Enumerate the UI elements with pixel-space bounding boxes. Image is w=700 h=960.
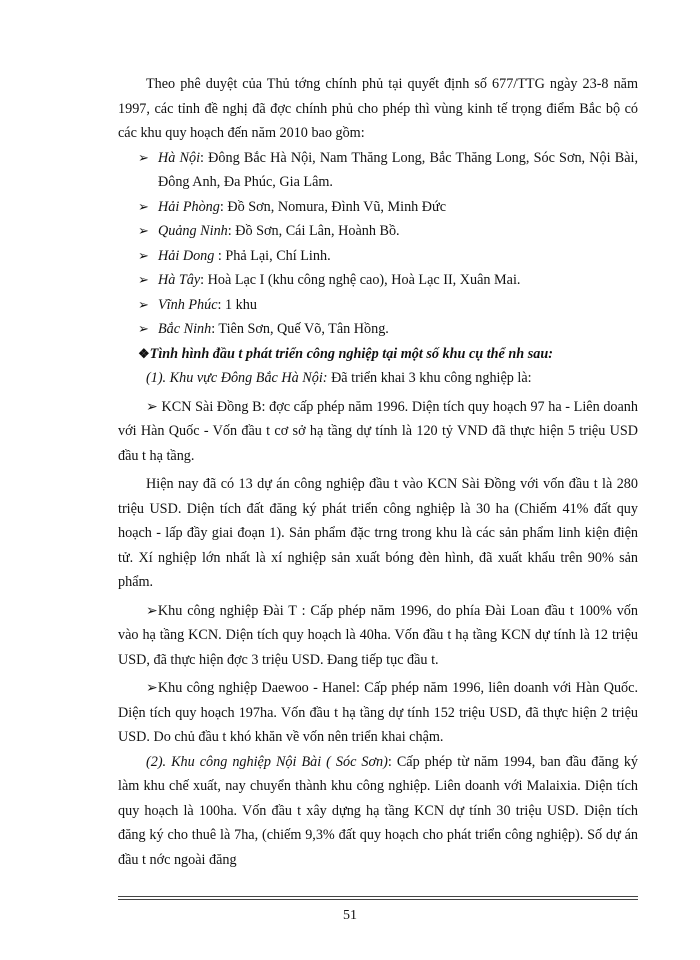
kcn-dai-t-paragraph — [118, 599, 638, 673]
province-zones: : Hoà Lạc I (khu công nghệ cao), Hoà Lạc II, Xuân Mai. — [200, 272, 521, 288]
province-name: Hải Phòng — [158, 198, 220, 215]
province-name: Vĩnh Phúc — [158, 296, 218, 313]
kcn-sai-dong-paragraph — [118, 395, 638, 469]
province-item-hai-phong — [118, 195, 638, 220]
section-1-text: Đã triển khai 3 khu công nghiệp là: — [327, 370, 532, 386]
intro-paragraph: Theo phê duyệt của Thủ tớng chính phủ tại quyết định số 677/TTG ngày 23-8 năm 1997, các tỉnh đề nghị đã đợc chính phủ cho phép thì vùng kinh tế trọng điểm Bắc bộ có các khu quy hoạch đến năm 2010 bao gồm: — [118, 76, 638, 141]
footer-rule — [118, 896, 638, 897]
section-2-paragraph — [118, 750, 638, 873]
arrow-bullet-icon: ➢ — [138, 247, 149, 263]
province-name: Hà Nội — [158, 149, 201, 166]
province-zones: : 1 khu — [217, 296, 257, 313]
province-zones: : Tiên Sơn, Quế Võ, Tân Hồng. — [211, 321, 389, 337]
arrow-bullet-icon: ➢ — [146, 680, 158, 696]
province-name: Bắc Ninh — [158, 321, 212, 337]
section-2-title: (2). Khu công nghiệp Nội Bài ( Sóc Sơn) — [146, 753, 388, 770]
arrow-bullet-icon: ➢ — [138, 149, 149, 165]
kcn-dai-t-text: Khu công nghiệp Đài T : Cấp phép năm 1996, do phía Đài Loan đầu t 100% vốn vào hạ tầng KCN. Diện tích quy hoạch là 40ha. Vốn đầu t hạ tầng KCN dự tính là 12 triệu USD, đã thực hiện đợc 3 triệu USD. Đang tiếp tục đầu t. — [118, 602, 638, 668]
province-name: Hà Tây — [158, 272, 201, 288]
province-item-ha-noi — [118, 146, 638, 195]
province-item-bac-ninh — [118, 317, 638, 342]
province-zones: : Đồ Sơn, Nomura, Đình Vũ, Minh Đức — [219, 198, 447, 215]
arrow-bullet-icon: ➢ — [146, 398, 158, 415]
arrow-bullet-icon: ➢ — [138, 321, 149, 336]
footer-rule — [118, 899, 638, 900]
section-1-intro — [118, 366, 638, 391]
kcn-daewoo-text: Khu công nghiệp Daewoo - Hanel: Cấp phép năm 1996, liên doanh với Hàn Quốc. Diện tích quy hoạch 197ha. Vốn đầu t hạ tầng dự tính 152 triệu USD, đã thực hiện 2 triệu USD. Do chủ đầu t khó khăn về vốn nên triển khai chậm. — [118, 680, 638, 745]
section-2-text: : Cấp phép từ năm 1994, ban đầu đăng ký làm khu chế xuất, nay chuyển thành khu công nghiệp. Liên doanh với Malaixia. Diện tích quy hoạch là 100ha. Vốn đầu t xây dựng hạ tầng KCN dự tính 30 triệu USD. Diện tích đăng ký cho thuê là 7ha, (chiếm 9,3% đất quy hoạch cho phát triển công nghiệp). Số dự án đầu t nớc ngoài đăng — [118, 753, 639, 868]
page-number: 51 — [343, 908, 357, 923]
kcn-daewoo-paragraph — [118, 676, 638, 750]
current-status-paragraph: Hiện nay đã có 13 dự án công nghiệp đầu t vào KCN Sài Đồng với vốn đầu t là 280 triệu USD. Diện tích đất đăng ký phát triển công nghiệp là 30 ha (Chiếm 41% đất quy hoạch - lấp đầy giai đoạn 1). Sản phẩm đặc trng trong khu là các sản phẩm linh kiện điện tử. Xí nghiệp lớn nhất là xí nghiệp sản xuất bóng đèn hình, đã xuất khẩu trên 90% sản phẩm. — [118, 476, 638, 590]
arrow-bullet-icon: ➢ — [138, 223, 149, 238]
arrow-bullet-icon: ➢ — [138, 296, 149, 312]
province-item-quang-ninh — [118, 219, 638, 244]
section-heading — [118, 342, 638, 367]
arrow-bullet-icon: ➢ — [138, 198, 149, 214]
province-item-ha-tay — [118, 268, 638, 293]
province-zones: : Đồ Sơn, Cái Lân, Hoành Bồ. — [227, 223, 400, 239]
arrow-bullet-icon: ➢ — [146, 602, 158, 619]
province-zones: : Phả Lại, Chí Linh. — [214, 247, 331, 264]
province-name: Quảng Ninh — [158, 223, 228, 239]
province-item-vinh-phuc — [118, 293, 638, 318]
body-text — [118, 72, 638, 872]
section-1-title: (1). Khu vực Đông Bắc Hà Nội: — [146, 370, 328, 386]
section-heading-text: Tình hình đầu t phát triển công nghiệp tại một số khu cụ thể nh sau: — [149, 345, 553, 362]
arrow-bullet-icon: ➢ — [138, 272, 149, 287]
diamond-bullet-icon: ❖ — [138, 345, 150, 361]
province-name: Hải Dong — [158, 247, 215, 264]
province-zones: : Đông Bắc Hà Nội, Nam Thăng Long, Bắc Thăng Long, Sóc Sơn, Nội Bài, Đông Anh, Đa Phúc, Gia Lâm. — [158, 149, 638, 190]
province-item-hai-duong — [118, 244, 638, 269]
kcn-sai-dong-text: KCN Sài Đồng B: đợc cấp phép năm 1996. Diện tích quy hoạch 97 ha - Liên doanh với Hàn Quốc - Vốn đầu t cơ sở hạ tầng dự tính là 120 tỷ VND đã thực hiện 5 triệu USD đầu t hạ tầng. — [118, 398, 638, 464]
